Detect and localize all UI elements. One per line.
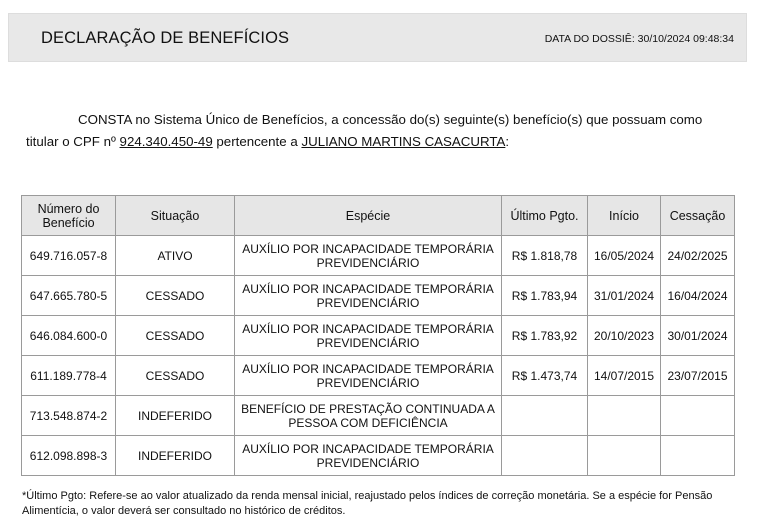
cell-ultimo-pgto: R$ 1.783,92 [502,316,588,356]
footnote: *Último Pgto: Refere-se ao valor atualizado da renda mensal inicial, reajustado pelos índices de correção monetária. Se a espécie for Pensão Alimentícia, o valor deverá ser consultado no histórico de créditos. [22,490,713,517]
col-header-ultimo-pgto: Último Pgto. [502,196,588,236]
col-header-inicio: Início [588,196,661,236]
table-row [22,276,735,316]
cell-inicio: 16/05/2024 [588,236,661,276]
cell-cessacao: 30/01/2024 [661,316,735,356]
cell-ultimo-pgto: R$ 1.818,78 [502,236,588,276]
col-header-cessacao: Cessação [661,196,735,236]
cell-especie: AUXÍLIO POR INCAPACIDADE TEMPORÁRIA PREVIDENCIÁRIO [235,436,502,476]
cell-situacao: INDEFERIDO [116,436,235,476]
cell-especie: AUXÍLIO POR INCAPACIDADE TEMPORÁRIA PREVIDENCIÁRIO [235,356,502,396]
cell-situacao: CESSADO [116,276,235,316]
cell-inicio [588,396,661,436]
table-header-row [22,196,735,236]
cell-situacao: CESSADO [116,316,235,356]
cell-inicio: 20/10/2023 [588,316,661,356]
page-title: DECLARAÇÃO DE BENEFÍCIOS [41,29,290,47]
cell-cessacao [661,396,735,436]
table-row [22,236,735,276]
cell-inicio [588,436,661,476]
cell-inicio: 14/07/2015 [588,356,661,396]
cell-cessacao: 24/02/2025 [661,236,735,276]
cell-especie: AUXÍLIO POR INCAPACIDADE TEMPORÁRIA PREVIDENCIÁRIO [235,316,502,356]
benefits-table [21,195,735,476]
table-row [22,436,735,476]
cell-inicio: 31/01/2024 [588,276,661,316]
col-header-situacao: Situação [116,196,235,236]
cell-ultimo-pgto [502,396,588,436]
cell-especie: AUXÍLIO POR INCAPACIDADE TEMPORÁRIA PREVIDENCIÁRIO [235,236,502,276]
cell-situacao: INDEFERIDO [116,396,235,436]
cell-numero: 612.098.898-3 [22,436,116,476]
cell-especie: BENEFÍCIO DE PRESTAÇÃO CONTINUADA A PESSOA COM DEFICIÊNCIA [235,396,502,436]
cpf-number: 924.340.450-49 [119,134,213,149]
cell-cessacao: 16/04/2024 [661,276,735,316]
table-row [22,356,735,396]
cell-numero: 611.189.778-4 [22,356,116,396]
col-header-especie: Espécie [235,196,502,236]
cell-numero: 646.084.600-0 [22,316,116,356]
intro-text-3: : [505,134,510,149]
intro-paragraph [26,109,726,153]
table-row [22,316,735,356]
cell-ultimo-pgto: R$ 1.473,74 [502,356,588,396]
cell-ultimo-pgto: R$ 1.783,94 [502,276,588,316]
holder-name: JULIANO MARTINS CASACURTA [301,134,506,149]
header-bar [8,13,747,62]
cell-situacao: ATIVO [116,236,235,276]
cell-numero: 647.665.780-5 [22,276,116,316]
table-row [22,396,735,436]
cell-ultimo-pgto [502,436,588,476]
col-header-numero: Número do Benefício [22,196,116,236]
cell-situacao: CESSADO [116,356,235,396]
cell-cessacao: 23/07/2015 [661,356,735,396]
intro-text-1: CONSTA no Sistema Único de Benefícios, a concessão do(s) seguinte(s) benefício(s) que possuam como titular o CPF nº [26,112,703,149]
intro-text-2: pertencente a [212,134,302,149]
cell-numero: 713.548.874-2 [22,396,116,436]
cell-numero: 649.716.057-8 [22,236,116,276]
cell-cessacao [661,436,735,476]
cell-especie: AUXÍLIO POR INCAPACIDADE TEMPORÁRIA PREVIDENCIÁRIO [235,276,502,316]
dossier-date: DATA DO DOSSIÊ: 30/10/2024 09:48:34 [544,33,734,45]
